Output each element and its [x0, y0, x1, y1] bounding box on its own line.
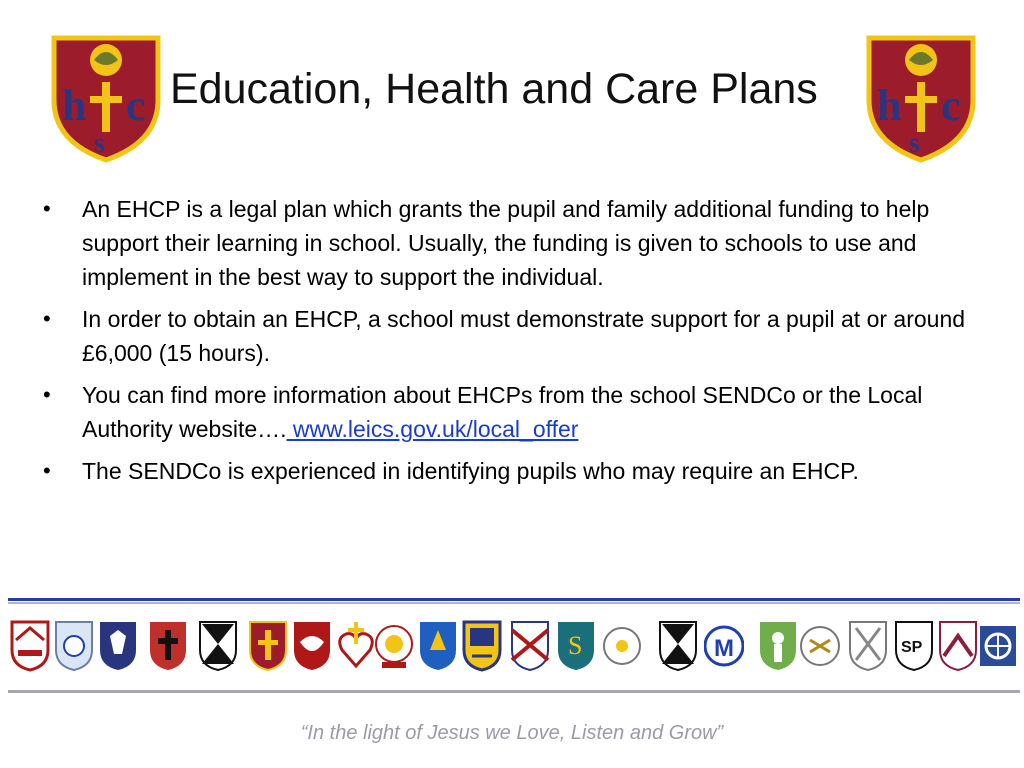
- bullet-dot-icon: •: [43, 458, 51, 483]
- school-logo-14-icon: [602, 620, 642, 672]
- bullet-text: In order to obtain an EHCP, a school must demonstrate support for a pupil at or around £6,000 (15 hours).: [82, 306, 966, 366]
- divider-top-grey: [8, 602, 1020, 604]
- svg-text:S: S: [568, 631, 583, 660]
- school-crest-right-icon: [863, 30, 979, 164]
- svg-text:h: h: [62, 81, 87, 130]
- bullet-text: The SENDCo is experienced in identifying pupils who may require an EHCP.: [82, 458, 859, 484]
- school-logo-18-icon: [800, 620, 840, 672]
- school-logo-20-icon: [894, 620, 934, 672]
- svg-text:s: s: [909, 128, 920, 159]
- school-logo-11-icon: [462, 620, 502, 672]
- divider-top-blue: [8, 598, 1020, 601]
- bullet-item: [40, 192, 990, 294]
- school-logo-15-icon: [658, 620, 698, 672]
- school-logo-5-icon: [198, 620, 238, 672]
- svg-text:c: c: [941, 81, 961, 130]
- bullet-item: [40, 302, 990, 370]
- school-logo-6-icon: [248, 620, 288, 672]
- school-logo-4-icon: [148, 620, 188, 672]
- school-logo-9-icon: [374, 620, 414, 672]
- school-logo-19-icon: [848, 620, 888, 672]
- bullet-text: You can find more information about EHCPs from the school SENDCo or the Local Authority website….: [82, 382, 923, 442]
- svg-text:M: M: [714, 635, 734, 662]
- bullet-item: [40, 454, 990, 488]
- school-logo-17-icon: [758, 620, 798, 672]
- school-logo-3-icon: [98, 620, 138, 672]
- svg-text:SP: SP: [901, 639, 923, 656]
- school-logo-13-icon: [556, 620, 596, 672]
- school-logo-1-icon: [10, 620, 50, 672]
- bullet-dot-icon: •: [43, 382, 51, 407]
- svg-text:s: s: [94, 128, 105, 159]
- bullet-dot-icon: •: [43, 306, 51, 331]
- school-logos-strip: [10, 620, 1018, 680]
- school-logo-21-icon: [938, 620, 978, 672]
- school-logo-16-icon: [704, 620, 744, 672]
- school-logo-10-icon: [418, 620, 458, 672]
- school-logo-12-icon: [510, 620, 550, 672]
- page-title: Education, Health and Care Plans: [170, 65, 818, 113]
- school-logo-22-icon: [978, 620, 1018, 672]
- school-logo-7-icon: [292, 620, 332, 672]
- svg-text:c: c: [126, 81, 146, 130]
- svg-text:h: h: [877, 81, 902, 130]
- bullet-item: [40, 378, 990, 446]
- school-motto: “In the light of Jesus we Love, Listen and Grow”: [300, 722, 724, 744]
- bullet-dot-icon: •: [43, 196, 51, 221]
- bullet-text: An EHCP is a legal plan which grants the pupil and family additional funding to help support their learning in school. Usually, the funding is given to schools to use and implement in the best way to support the individual.: [82, 196, 930, 290]
- school-logo-8-icon: [336, 620, 376, 672]
- school-crest-left-icon: [48, 30, 164, 164]
- divider-bottom: [8, 690, 1020, 693]
- bullet-list: [40, 192, 990, 496]
- school-logo-2-icon: [54, 620, 94, 672]
- local-offer-link[interactable]: www.leics.gov.uk/local_offer: [286, 416, 579, 442]
